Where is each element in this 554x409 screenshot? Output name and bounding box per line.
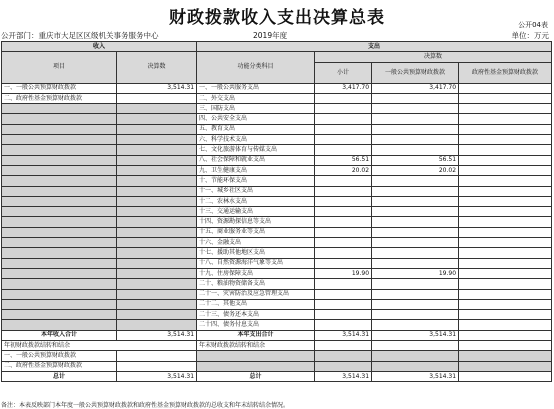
- expense-subtotal: [315, 227, 372, 237]
- expense-subtotal: 20.02: [315, 165, 372, 175]
- department-label: 公开部门：重庆市大足区区级机关事务服务中心: [1, 31, 159, 40]
- expense-fund: [459, 289, 552, 299]
- expense-fund: [459, 186, 552, 196]
- year-income-total: 3,514.31: [117, 330, 197, 340]
- income-amount: [117, 186, 197, 196]
- table-row: [2, 165, 552, 175]
- expense-general: 20.02: [372, 165, 459, 175]
- subtotal-header: 小计: [315, 62, 372, 83]
- expense-fund: [459, 207, 552, 217]
- expense-general: [372, 279, 459, 289]
- expense-item: 十三、交通运输支出: [197, 207, 315, 217]
- expense-subtotal: 19.90: [315, 268, 372, 278]
- income-item: [2, 104, 117, 114]
- income-item: 二、政府性基金预算财政拨款: [2, 93, 117, 103]
- expense-fund: [459, 248, 552, 258]
- expense-general: [372, 217, 459, 227]
- expense-item: 八、社会保障和就业支出: [197, 155, 315, 165]
- income-amount: [117, 165, 197, 175]
- expense-subtotal: [315, 310, 372, 320]
- expense-subtotal: [315, 320, 372, 330]
- income-amount: [117, 227, 197, 237]
- income-item: [2, 258, 117, 268]
- table-row: [2, 176, 552, 186]
- expense-fund: [459, 238, 552, 248]
- expense-subtotal: [315, 238, 372, 248]
- expense-fund: [459, 83, 552, 93]
- grand-expense-subtotal: 3,514.31: [315, 371, 372, 381]
- table-row: [2, 124, 552, 134]
- expense-item: 十九、住房保障支出: [197, 268, 315, 278]
- currency-unit: 单位：万元: [511, 31, 549, 40]
- expense-item: 三、国防支出: [197, 104, 315, 114]
- expense-item: 六、科学技术支出: [197, 135, 315, 145]
- expense-general: [372, 238, 459, 248]
- income-item: [2, 165, 117, 175]
- income-amount: [117, 207, 197, 217]
- expense-fund: [459, 299, 552, 309]
- expense-fund: [459, 135, 552, 145]
- expense-fund: [459, 93, 552, 103]
- expense-fund: [459, 145, 552, 155]
- expense-item: 七、文化旅游体育与传媒支出: [197, 145, 315, 155]
- expense-item: 十六、金融支出: [197, 238, 315, 248]
- expense-item: 五、教育支出: [197, 124, 315, 134]
- income-header: 收入: [2, 42, 197, 52]
- table-row: [2, 248, 552, 258]
- expense-item: 十、节能环保支出: [197, 176, 315, 186]
- carry-row: [2, 351, 552, 361]
- income-item: [2, 238, 117, 248]
- expense-fund: [459, 114, 552, 124]
- table-row: [2, 217, 552, 227]
- expense-general: [372, 227, 459, 237]
- table-row: [2, 310, 552, 320]
- table-row: [2, 320, 552, 330]
- table-row: [2, 268, 552, 278]
- expense-general: [372, 186, 459, 196]
- report-meta: [1, 30, 551, 41]
- table-row: [2, 114, 552, 124]
- expense-general: [372, 124, 459, 134]
- income-amount: [117, 238, 197, 248]
- year-total-row: [2, 330, 552, 340]
- income-item: [2, 155, 117, 165]
- expense-subtotal: [315, 114, 372, 124]
- table-row: [2, 279, 552, 289]
- expense-subtotal: [315, 207, 372, 217]
- income-amount: [117, 279, 197, 289]
- income-item: [2, 176, 117, 186]
- expense-subtotal: [315, 248, 372, 258]
- expense-subtotal: [315, 124, 372, 134]
- expense-general: [372, 320, 459, 330]
- year-expense-total-label: 本年支出合计: [197, 330, 315, 340]
- expense-general: [372, 93, 459, 103]
- income-item: [2, 207, 117, 217]
- year-expense-general: 3,514.31: [372, 330, 459, 340]
- expense-fund: [459, 279, 552, 289]
- expense-general: [372, 135, 459, 145]
- expense-item: 二十四、债务付息支出: [197, 320, 315, 330]
- table-row: [2, 238, 552, 248]
- income-amount: [117, 114, 197, 124]
- expense-general: [372, 289, 459, 299]
- expense-subtotal: [315, 145, 372, 155]
- expense-item: 一、一般公共服务支出: [197, 83, 315, 93]
- grand-expense-total-label: 总计: [197, 371, 315, 381]
- expense-general: [372, 258, 459, 268]
- table-row: [2, 196, 552, 206]
- income-amount: [117, 124, 197, 134]
- income-amount: [117, 135, 197, 145]
- expense-fund: [459, 104, 552, 114]
- expense-subtotal: [315, 176, 372, 186]
- income-item: [2, 196, 117, 206]
- expense-subtotal: [315, 258, 372, 268]
- expense-fund: [459, 155, 552, 165]
- income-amount: [117, 289, 197, 299]
- expense-subtotal: [315, 186, 372, 196]
- expense-fund: [459, 310, 552, 320]
- table-row: [2, 227, 552, 237]
- year-expense-subtotal: 3,514.31: [315, 330, 372, 340]
- table-row: [2, 104, 552, 114]
- expense-subtotal: [315, 196, 372, 206]
- income-item: [2, 227, 117, 237]
- expense-item: 十五、商业服务业等支出: [197, 227, 315, 237]
- expense-item: 二、外交支出: [197, 93, 315, 103]
- income-item: [2, 289, 117, 299]
- expense-subtotal: [315, 289, 372, 299]
- expense-fund: [459, 268, 552, 278]
- income-item: [2, 135, 117, 145]
- income-amount: [117, 104, 197, 114]
- expense-general: [372, 248, 459, 258]
- item-header: 项目: [2, 52, 117, 83]
- income-item: [2, 320, 117, 330]
- expense-item: 二十二、其他支出: [197, 299, 315, 309]
- expense-fund: [459, 320, 552, 330]
- expense-subtotal: [315, 279, 372, 289]
- carry-row: [2, 361, 552, 371]
- income-item: [2, 299, 117, 309]
- expense-subtotal: [315, 299, 372, 309]
- gov-fund-header: 政府性基金预算财政拨款: [459, 62, 552, 83]
- expense-subtotal: [315, 217, 372, 227]
- grand-expense-general: 3,514.31: [372, 371, 459, 381]
- income-amount: [117, 248, 197, 258]
- carry-in-label: 年初财政拨款结转和结余: [2, 341, 197, 351]
- table-row: [2, 299, 552, 309]
- table-row: [2, 135, 552, 145]
- budget-table: [1, 41, 552, 382]
- income-amount: [117, 176, 197, 186]
- function-class-header: 功能分类科目: [197, 52, 315, 83]
- expense-general: 3,417.70: [372, 83, 459, 93]
- form-code: 公开04表: [518, 21, 548, 29]
- income-item: [2, 124, 117, 134]
- expense-fund: [459, 124, 552, 134]
- table-row: [2, 145, 552, 155]
- expense-subtotal: [315, 93, 372, 103]
- income-amount: [117, 93, 197, 103]
- income-item: [2, 279, 117, 289]
- grand-expense-fund: [459, 371, 552, 381]
- expense-general: [372, 145, 459, 155]
- final-amount-group-header: 决算数: [315, 52, 552, 62]
- grand-income-total: 3,514.31: [117, 371, 197, 381]
- report-title: 财政拨款收入支出决算总表: [169, 8, 385, 28]
- expense-general: [372, 310, 459, 320]
- fiscal-year: 2019年度: [253, 31, 288, 40]
- expense-general: [372, 196, 459, 206]
- expense-general: [372, 176, 459, 186]
- general-budget-header: 一般公共预算财政拨款: [372, 62, 459, 83]
- income-amount: [117, 217, 197, 227]
- income-item: 一、一般公共预算财政拨款: [2, 83, 117, 93]
- expense-subtotal: [315, 104, 372, 114]
- expense-item: 二十、粮油物资储备支出: [197, 279, 315, 289]
- carry-over-row: [2, 341, 552, 351]
- expense-header: 支出: [197, 42, 552, 52]
- expense-subtotal: [315, 135, 372, 145]
- expense-general: [372, 207, 459, 217]
- expense-general: 19.90: [372, 268, 459, 278]
- carry-item: 一、一般公共预算财政拨款: [2, 351, 117, 361]
- income-item: [2, 310, 117, 320]
- income-amount: [117, 145, 197, 155]
- footnote: 备注：本表反映部门本年度一般公共预算财政拨款和政府性基金预算财政拨款的总收支和年末结转结余情况。: [1, 402, 290, 409]
- carry-out-label: 年末财政拨款结转和结余: [197, 341, 315, 351]
- expense-fund: [459, 227, 552, 237]
- carry-item: 二、政府性基金预算财政拨款: [2, 361, 117, 371]
- income-item: [2, 268, 117, 278]
- income-item: [2, 248, 117, 258]
- table-row: [2, 186, 552, 196]
- year-income-total-label: 本年收入合计: [2, 330, 117, 340]
- grand-income-total-label: 总计: [2, 371, 117, 381]
- income-amount: [117, 310, 197, 320]
- table-row: [2, 155, 552, 165]
- expense-item: 九、卫生健康支出: [197, 165, 315, 175]
- expense-item: 十一、城乡社区支出: [197, 186, 315, 196]
- expense-fund: [459, 217, 552, 227]
- income-amount: [117, 268, 197, 278]
- expense-subtotal: 3,417.70: [315, 83, 372, 93]
- expense-item: 四、公共安全支出: [197, 114, 315, 124]
- expense-general: [372, 299, 459, 309]
- income-amount-header: 决算数: [117, 52, 197, 83]
- expense-item: 二十三、债务还本支出: [197, 310, 315, 320]
- expense-fund: [459, 196, 552, 206]
- income-amount: [117, 155, 197, 165]
- expense-fund: [459, 176, 552, 186]
- expense-fund: [459, 165, 552, 175]
- expense-subtotal: 56.51: [315, 155, 372, 165]
- grand-total-row: [2, 371, 552, 381]
- income-amount: [117, 196, 197, 206]
- income-amount: [117, 258, 197, 268]
- table-row: [2, 289, 552, 299]
- income-amount: [117, 320, 197, 330]
- year-expense-fund: [459, 330, 552, 340]
- expense-general: [372, 114, 459, 124]
- table-row: [2, 258, 552, 268]
- income-item: [2, 145, 117, 155]
- table-row: [2, 83, 552, 93]
- expense-item: 二十一、灾害防治及应急管理支出: [197, 289, 315, 299]
- income-amount: 3,514.31: [117, 83, 197, 93]
- expense-general: [372, 104, 459, 114]
- income-item: [2, 217, 117, 227]
- expense-item: 十七、援助其他地区支出: [197, 248, 315, 258]
- expense-item: 十八、自然资源海洋气象等支出: [197, 258, 315, 268]
- table-row: [2, 93, 552, 103]
- table-row: [2, 207, 552, 217]
- expense-item: 十四、资源勘探信息等支出: [197, 217, 315, 227]
- income-item: [2, 114, 117, 124]
- expense-general: 56.51: [372, 155, 459, 165]
- income-amount: [117, 299, 197, 309]
- expense-fund: [459, 258, 552, 268]
- income-item: [2, 186, 117, 196]
- expense-item: 十二、农林水支出: [197, 196, 315, 206]
